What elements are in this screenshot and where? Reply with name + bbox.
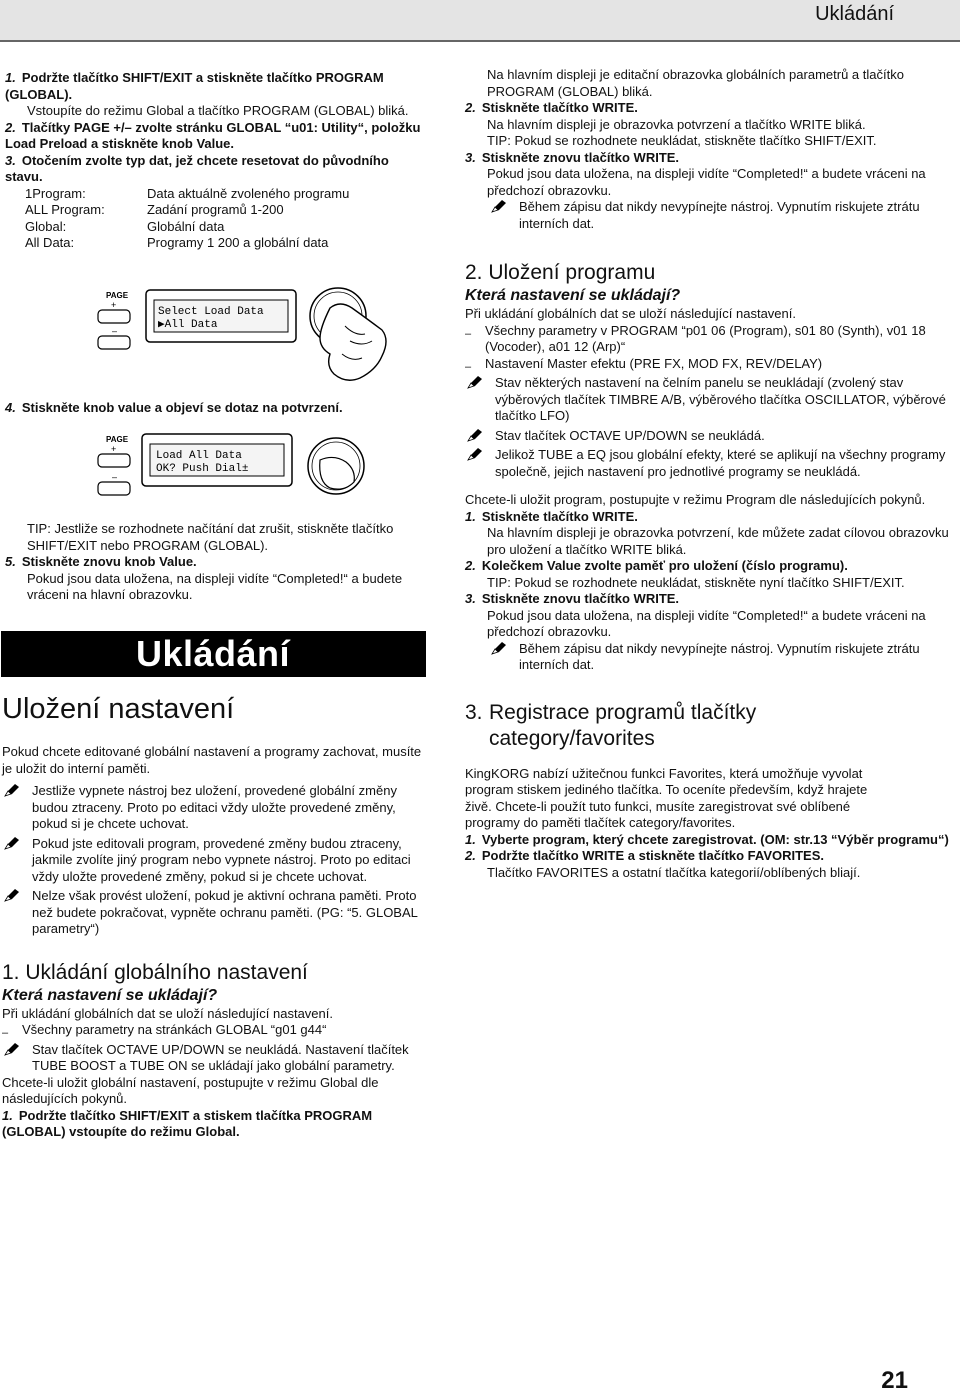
page-label: PAGE (106, 291, 129, 300)
page-minus-button (98, 336, 130, 349)
program-step-2-tip: TIP: Pokud se rozhodnete neukládat, stiskněte nyní tlačítko SHIFT/EXIT. (487, 574, 905, 590)
global-step-1: 1. Podržte tlačítko SHIFT/EXIT a stiskem tlačítka PROGRAM (GLOBAL) vstoupíte do režimu Global. (2, 1107, 373, 1139)
note-pencil-icon (467, 428, 483, 442)
step-5: 5. Stiskněte znovu knob Value. (5, 554, 197, 569)
program-intro: Při ukládání globálních dat se uloží následující nastavení. (465, 306, 796, 321)
note-pencil-icon (4, 783, 20, 797)
right-step-3-body: Pokud jsou data uložena, na displeji vidíte “Completed!“ a budete vráceni na předchozí obrazovku. (487, 166, 926, 198)
note-pencil-icon (4, 1042, 20, 1056)
table-value: Zadání programů 1-200 (147, 202, 284, 217)
note-pencil-icon (4, 888, 20, 902)
program-step-2: 2. Kolečkem Value zvolte paměť pro uložení (číslo programu). (465, 558, 848, 573)
registration-step-2-body: Tlačítko FAVORITES a ostatní tlačítka kategorií/oblíbených bliají. (487, 864, 861, 880)
page-minus-button (98, 482, 130, 495)
step-4: 4. Stiskněte knob value a objeví se dotaz na potvrzení. (5, 400, 343, 415)
global-intro: Při ukládání globálních dat se uloží následující nastavení. (2, 1005, 333, 1021)
program-step-1-body: Na hlavním displeji je obrazovka potvrzení, kde můžete zadat cílovou obrazovku pro uložení a tlačítko WRITE bliká. (487, 525, 949, 557)
program-step-1: 1. Stiskněte tlačítko WRITE. (465, 508, 638, 524)
panel-illustration-load-all (90, 430, 380, 510)
data-type-table (5, 186, 423, 252)
program-note-2: Stav tlačítek OCTAVE UP/DOWN se neukládá. (465, 428, 960, 445)
global-note: Stav tlačítek OCTAVE UP/DOWN se neukládá. Nastavení tlačítek TUBE BOOST a TUBE ON se ukládají jako globální parametry. (2, 1042, 426, 1075)
table-key: Global: (25, 218, 67, 234)
program-note-1: Stav některých nastavení na čelním panelu se neukládají (zvolený stav výběrových tlačítek TIMBRE A/B, výběrového tlačítka OSCILLATOR, výběrové tlačítko LFO) (465, 375, 960, 425)
table-key: 1Program: (25, 185, 86, 201)
page-label: PAGE (106, 435, 129, 444)
table-value: Globální data (147, 218, 225, 234)
table-key: ALL Program: (25, 202, 105, 217)
right-step-2: 2. Stiskněte tlačítko WRITE. (465, 100, 638, 115)
right-step-2-body: Na hlavním displeji je obrazovka potvrzení a tlačítko WRITE bliká. (487, 116, 866, 132)
page-header-title: Ukládání (815, 3, 894, 25)
program-bullet: – Nastavení Master efektu (PRE FX, MOD FX, REV/DELAY) (465, 356, 960, 373)
registration-step-1: 1. Vyberte program, který chcete zaregistrovat. (OM: str.13 “Výběr programu“) (465, 831, 949, 847)
table-value: Data aktuálně zvoleného programu (147, 185, 350, 201)
note-1: Jestliže vypnete nástroj bez uložení, provedené globální změny budou ztraceny. Proto po editaci vždy uložte provedené změny, pokud si je chcete uchovat. (2, 783, 426, 833)
step-1-body: Vstoupíte do režimu Global a tlačítko PROGRAM (GLOBAL) bliká. (27, 103, 409, 118)
left-column-bottom (2, 692, 426, 1141)
plus-label: + (111, 444, 117, 454)
note-pencil-icon (4, 836, 20, 850)
registration-step-2: 2. Podržte tlačítko WRITE a stiskněte tlačítko FAVORITES. (465, 848, 825, 863)
global-howto: Chcete-li uložit globální nastavení, postupujte v režimu Global dle následujících pokynů. (2, 1074, 379, 1106)
left-column-mid (5, 521, 425, 604)
program-step-3-body: Pokud jsou data uložena, na displeji vidíte “Completed!“ a budete vráceni na předchozí obrazovku. (487, 607, 926, 639)
lcd-line-2: OK? Push Dial± (156, 463, 249, 475)
table-value: Programy 1 200 a globální data (147, 235, 329, 250)
program-step-3-note: Během zápisu dat nikdy nevypínejte nástroj. Vypnutím riskujete ztrátu interních dat. (465, 641, 960, 674)
step-1: 1. Podržte tlačítko SHIFT/EXIT a stiskněte tlačítko PROGRAM (GLOBAL). (5, 70, 384, 102)
lcd-line-1: Load All Data (156, 450, 242, 462)
note-pencil-icon (467, 375, 483, 389)
lcd-line-1: Select Load Data (158, 306, 264, 318)
right-top-body: Na hlavním displeji je editační obrazovka globálních parametrů a tlačítko PROGRAM (GLOBAL) bliká. (487, 67, 904, 99)
program-howto: Chcete-li uložit program, postupujte v režimu Program dle následujících pokynů. (465, 492, 926, 507)
step-3: 3. Otočením zvolte typ dat, jež chcete resetovat do původního stavu. (5, 152, 389, 184)
minus-label: – (112, 472, 118, 482)
program-bullet: – Všechny parametry v PROGRAM “p01 06 (Program), s01 80 (Synth), v01 18 (Vocoder), a01 12 (Arp)“ (465, 322, 926, 354)
page-plus-button (98, 310, 130, 323)
bullet-marker-icon: – (2, 1027, 9, 1039)
page-plus-button (98, 454, 130, 467)
plus-label: + (111, 300, 117, 310)
heading-save-settings: Uložení nastavení (2, 693, 235, 725)
note-pencil-icon (491, 641, 507, 655)
registration-intro: KingKORG nabízí užitečnou funkci Favorites, která umožňuje vyvolat program stiskem jediného tlačítka. To oceníte především, když hrajete živě. Chcete-li použít tuto funkci, musíte zaregistrovat své oblíbené programy do paměti tlačítek category/favorites. (465, 765, 868, 830)
right-step-2-tip: TIP: Pokud se rozhodnete neukládat, stiskněte tlačítko SHIFT/EXIT. (487, 133, 877, 148)
bullet-marker-icon: – (465, 327, 472, 340)
note-3: Nelze však provést uložení, pokud je aktivní ochrana paměti. Proto než budete pokračovat, vypněte ochranu paměti. (PG: “5. GLOBAL parametry“) (2, 888, 426, 938)
subheading-what-saved: Která nastavení se ukládají? (2, 986, 218, 1004)
minus-label: – (112, 326, 118, 336)
section-title: Ukládání (136, 633, 291, 674)
step-5-body: Pokud jsou data uložena, na displeji vidíte “Completed!“ a budete vráceni na hlavní obrazovku. (27, 570, 403, 602)
global-bullet: – Všechny parametry na stránkách GLOBAL “g01 g44“ (2, 1022, 426, 1039)
header-divider (0, 40, 960, 42)
program-note-3: Jelikož TUBE a EQ jsou globální efekty, které se aplikují na všechny programy společně, jejich nastavení pro jednotlivé programy se neukládá. (465, 447, 960, 480)
tip-cancel: TIP: Jestliže se rozhodnete načítání dat zrušit, stiskněte tlačítko SHIFT/EXIT nebo PROGRAM (GLOBAL). (27, 521, 394, 553)
note-2: Pokud jste editovali program, provedené změny budou ztraceny, jakmile zvolíte jiný program nebo vypnete nástroj. Proto po editaci vždy uložte provedené změny, pokud si je chcete uchovat. (2, 836, 426, 886)
bullet-marker-icon: – (465, 360, 472, 373)
step-2: 2. Tlačítky PAGE +/– zvolte stránku GLOBAL “u01: Utility“, položku Load Preload a stiskněte knob Value. (5, 119, 421, 151)
lcd-line-2: ▶All Data (158, 319, 218, 331)
note-pencil-icon (467, 447, 483, 461)
program-step-3: 3. Stiskněte znovu tlačítko WRITE. (465, 591, 680, 606)
subheading-what-saved: Která nastavení se ukládají? (465, 287, 681, 304)
heading-registration: 3. Registrace programů tlačítky category/favorites (465, 700, 757, 750)
intro-text: Pokud chcete editované globální nastavení a programy zachovat, musíte je uložit do interní paměti. (2, 744, 422, 776)
panel-illustration-select-load (90, 286, 400, 386)
heading-global-save: 1. Ukládání globálního nastavení (2, 960, 308, 984)
table-key: All Data: (25, 235, 75, 250)
right-step-3: 3. Stiskněte znovu tlačítko WRITE. (465, 149, 680, 165)
right-step-3-note: Během zápisu dat nikdy nevypínejte nástroj. Vypnutím riskujete ztrátu interních dat. (465, 199, 960, 232)
note-pencil-icon (491, 199, 507, 213)
heading-program-save: 2. Uložení programu (465, 261, 656, 284)
right-column (465, 67, 960, 881)
left-column-top (5, 70, 423, 252)
page-number: 21 (881, 1367, 908, 1394)
